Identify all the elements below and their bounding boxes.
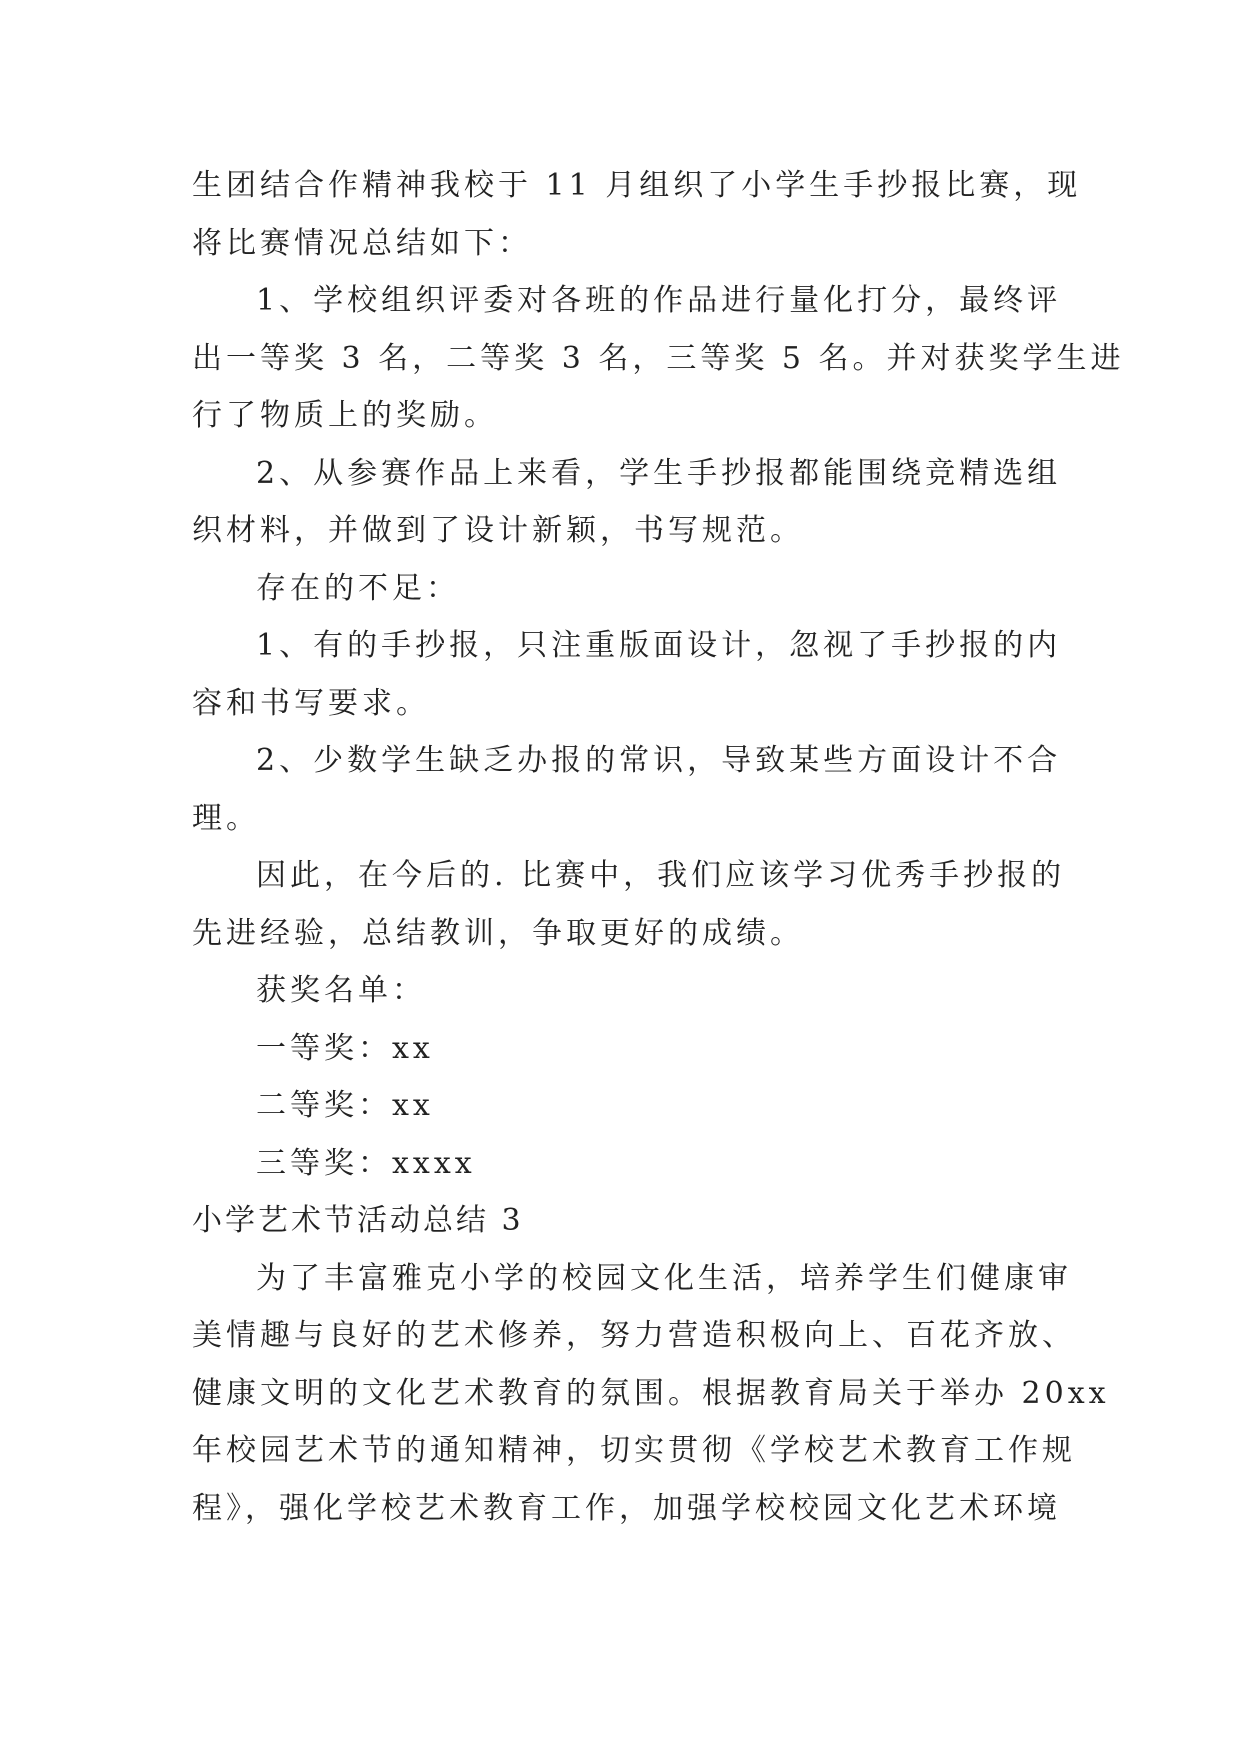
paragraph-line: 健康文明的文化艺术教育的氛围。根据教育局关于举办 20xx [192,1376,1110,1411]
paragraph-line: 织材料，并做到了设计新颖，书写规范。 [192,513,804,548]
paragraph-line: 一等奖：xx [256,1031,434,1066]
paragraph-line: 1、学校组织评委对各班的作品进行量化打分，最终评 [256,283,1062,318]
paragraph-line: 美情趣与良好的艺术修养，努力营造积极向上、百花齐放、 [192,1318,1076,1353]
paragraph-line: 出一等奖 3 名，二等奖 3 名，三等奖 5 名。并对获奖学生进 [192,341,1125,376]
paragraph-line: 年校园艺术节的通知精神，切实贯彻《学校艺术教育工作规 [192,1433,1076,1468]
paragraph-line: 三等奖：xxxx [256,1146,476,1181]
paragraph-line: 2、从参赛作品上来看，学生手抄报都能围绕竞精选组 [256,456,1062,491]
paragraph-line: 二等奖：xx [256,1088,434,1123]
paragraph-line: 因此，在今后的. 比赛中，我们应该学习优秀手抄报的 [256,858,1066,893]
paragraph-line: 理。 [192,801,260,836]
paragraph-line: 程》，强化学校艺术教育工作，加强学校校园文化艺术环境 [192,1491,1061,1526]
paragraph-line: 1、有的手抄报，只注重版面设计，忽视了手抄报的内 [256,628,1062,663]
paragraph-line: 行了物质上的奖励。 [192,398,498,433]
paragraph-line: 存在的不足： [256,571,460,606]
section-heading: 小学艺术节活动总结 3 [192,1203,524,1238]
paragraph-line: 生团结合作精神我校于 11 月组织了小学生手抄报比赛，现 [192,168,1082,203]
paragraph-line: 容和书写要求。 [192,686,430,721]
paragraph-line: 获奖名单： [256,973,426,1008]
paragraph-line: 2、少数学生缺乏办报的常识，导致某些方面设计不合 [256,743,1062,778]
paragraph-line: 为了丰富雅克小学的校园文化生活，培养学生们健康审 [256,1261,1072,1296]
paragraph-line: 将比赛情况总结如下： [192,226,532,261]
paragraph-line: 先进经验，总结教训，争取更好的成绩。 [192,916,804,951]
